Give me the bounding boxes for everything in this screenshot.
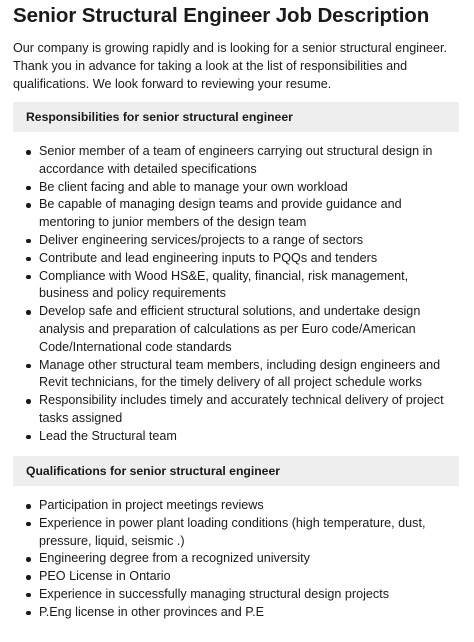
list-item <box>13 232 459 250</box>
list-item <box>13 196 459 232</box>
bullet-icon <box>26 310 31 315</box>
list-item-text: Engineering degree from a recognized university <box>39 551 310 566</box>
list-item <box>13 250 459 268</box>
list-item <box>13 303 459 356</box>
bullet-icon <box>26 593 31 598</box>
list-item <box>13 357 459 393</box>
list-item-text: Participation in project meetings reviews <box>39 498 264 512</box>
bullet-icon <box>26 522 31 527</box>
list-item-text: Be client facing and able to manage your own workload <box>39 179 348 194</box>
list-item-text: Responsibility includes timely and accurately technical delivery of project tasks assigned <box>39 393 444 425</box>
qualifications-list <box>13 497 459 622</box>
list-item <box>13 428 459 446</box>
bullet-icon <box>26 435 31 440</box>
list-item <box>13 268 459 304</box>
list-item-text: Manage other structural team members, including design engineers and Revit technicians, for the timely delivery of all project schedule works <box>39 357 441 390</box>
list-item-text: Experience in power plant loading conditions (high temperature, dust, pressure, liquid, seismic .) <box>39 515 426 548</box>
bullet-icon <box>26 186 31 191</box>
list-item-text: Deliver engineering services/projects to a range of sectors <box>39 232 364 247</box>
responsibilities-list <box>13 143 459 446</box>
list-item <box>13 515 459 551</box>
list-item-text: Develop safe and efficient structural solutions, and undertake design analysis and preparation of calculations as per Euro code/American Code/International code standards <box>39 304 421 354</box>
list-item-text: Contribute and lead engineering inputs to PQQs and tenders <box>39 250 378 265</box>
bullet-icon <box>26 239 31 244</box>
list-item-text: P.Eng license in other provinces and P.E <box>39 604 264 619</box>
list-item-text: Experience in successfully managing structural design projects <box>39 586 389 601</box>
bullet-icon <box>26 150 31 155</box>
list-item <box>13 550 459 568</box>
list-item <box>13 179 459 197</box>
intro-paragraph: Our company is growing rapidly and is looking for a senior structural engineer. Thank you in advance for taking a look at the list of responsibilities and qualifications. We look forward to reviewing your resume. <box>13 41 448 91</box>
bullet-icon <box>26 575 31 580</box>
bullet-icon <box>26 364 31 369</box>
list-item <box>13 586 459 604</box>
list-item <box>13 497 459 515</box>
list-item-text: Senior member of a team of engineers carrying out structural design in accordance with detailed specifications <box>39 144 433 176</box>
list-item-text: Lead the Structural team <box>39 428 177 443</box>
bullet-icon <box>26 203 31 208</box>
bullet-icon <box>26 611 31 616</box>
bullet-icon <box>26 275 31 280</box>
bullet-icon <box>26 504 31 509</box>
responsibilities-heading: Responsibilities for senior structural engineer <box>13 102 459 132</box>
bullet-icon <box>26 557 31 562</box>
bullet-icon <box>26 257 31 262</box>
list-item <box>13 143 459 179</box>
list-item-text: Compliance with Wood HS&E, quality, financial, risk management, business and policy requirements <box>39 268 409 301</box>
list-item <box>13 568 459 586</box>
list-item <box>13 604 459 622</box>
page-title: Senior Structural Engineer Job Description <box>13 4 430 27</box>
list-item <box>13 392 459 428</box>
bullet-icon <box>26 399 31 404</box>
list-item-text: Be capable of managing design teams and provide guidance and mentoring to junior members of the design team <box>39 197 402 230</box>
list-item-text: PEO License in Ontario <box>39 569 171 584</box>
qualifications-heading: Qualifications for senior structural engineer <box>13 456 459 486</box>
